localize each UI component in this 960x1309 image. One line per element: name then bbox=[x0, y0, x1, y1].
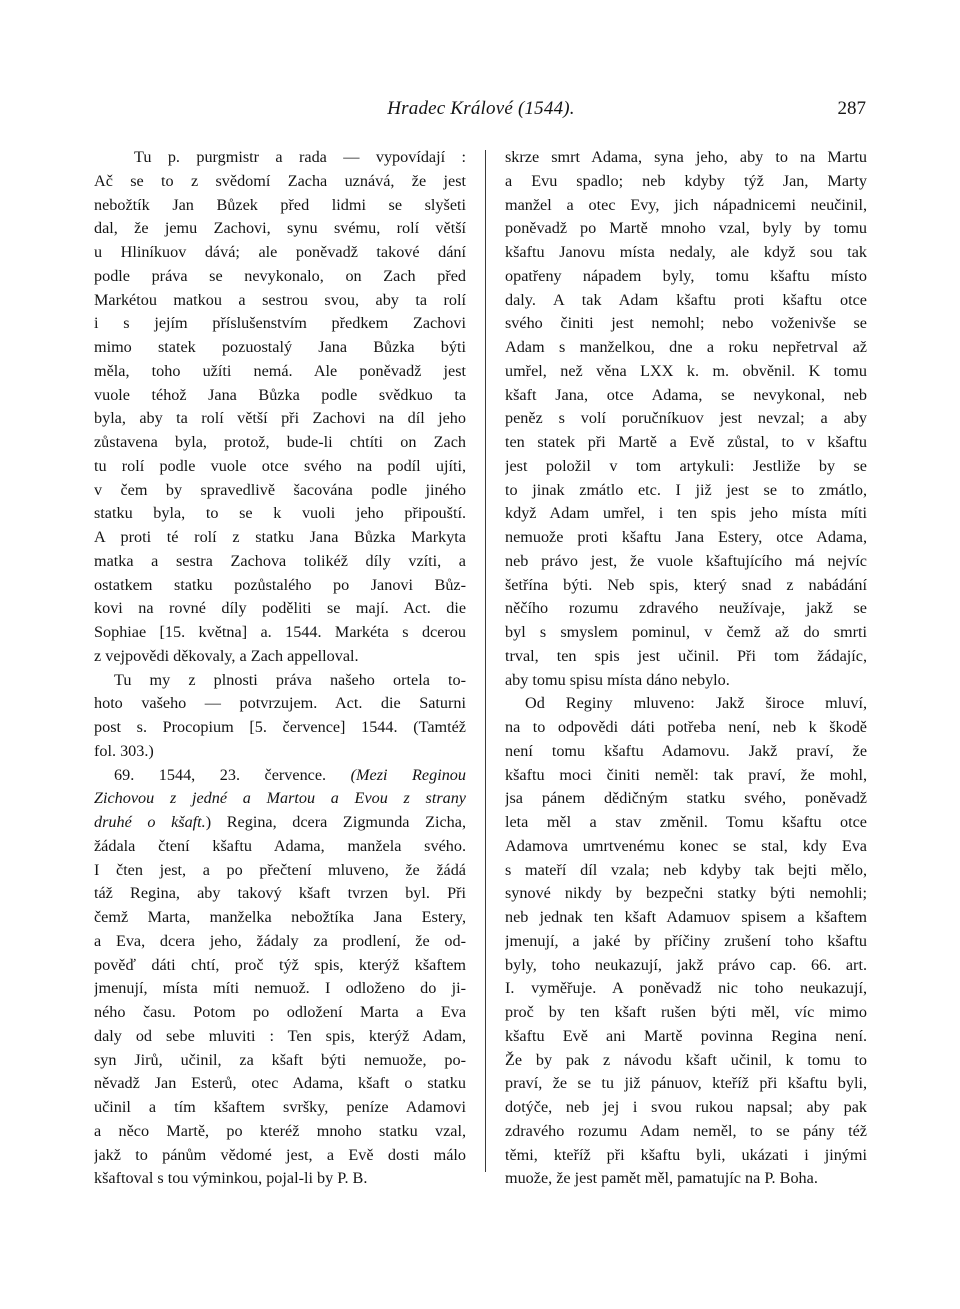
text-line: těmi, kteříž při kšaftu byli, ukázati i jinými bbox=[505, 1145, 867, 1164]
text-line: syn Jirů, učinil, za kšaft býti nemuože, po- bbox=[94, 1050, 466, 1069]
text-line: ostatkem statku pozůstalého po Janovi Bůz- bbox=[94, 575, 466, 594]
text-line: poněvadž po Martě mnoho vzal, byly by tomu bbox=[505, 219, 867, 238]
text-line: I. vyměřuje. A poněvadž nic toho neukazují, bbox=[505, 979, 867, 998]
text-line: ten statek při Martě a Evě zůstal, to v kšaftu bbox=[505, 433, 867, 451]
text-line: něvadž Jan Esterů, otec Adama, kšaft o statku bbox=[94, 1074, 466, 1093]
text-line: proč by ten kšaft rušen býti měl, víc mimo bbox=[505, 1003, 867, 1021]
text-line: na to odpovědi dáti potřeba není, neb k škodě bbox=[505, 718, 867, 736]
text-line: opatřeny nápadem byly, tomu kšaftu místo bbox=[505, 266, 867, 285]
running-head bbox=[92, 98, 870, 126]
text-line: podle práva se nevykonalo, on Zach před bbox=[94, 266, 466, 285]
text-line: a něco Martě, po kteréž mnoho statku vzal, bbox=[94, 1121, 466, 1140]
text-line: čemž Marta, manželka nebožtíka Jana Estery, bbox=[94, 908, 466, 926]
text-line: mimo statek pozuostalý Jana Bůzka býti bbox=[94, 338, 466, 356]
text-line: zůstavena byla, protož, bude-li chtíti on Zach bbox=[94, 433, 466, 451]
text-line: kovi na rovné díly poděliti se mají. Act. die bbox=[94, 599, 466, 618]
italic-text: druhé o kšaft. bbox=[94, 813, 206, 831]
text-line: a Evu spadlo; neb kdyby týž Jan, Marty bbox=[505, 171, 867, 190]
text-line: aby tomu spisu místa dáno nebylo. bbox=[505, 670, 730, 689]
text-line: post s. Procopium [5. července] 1544. (Tamtéž bbox=[94, 718, 466, 736]
text-line: Ač se to z svědomí Zacha uznává, že jest bbox=[94, 171, 466, 190]
text-line: Že by pak z návodu kšaft učinil, k tomu to bbox=[505, 1050, 867, 1069]
text-line: daly od sebe mluviti : Ten spis, kterýž Adam, bbox=[94, 1026, 466, 1045]
text-line: hoto vašeho — potvrzujem. Act. die Saturni bbox=[94, 694, 466, 713]
text-line: žádala čtení kšaftu Adama, manžela svého. bbox=[94, 836, 466, 855]
italic-text: (Mezi Reginou bbox=[350, 765, 466, 784]
text-line: nebožtík Jan Bůzek před lidmi se slyšeti bbox=[94, 195, 466, 214]
text-line: skrze smrt Adama, syna jeho, aby to na Martu bbox=[505, 148, 867, 166]
text-line: trval, ten spis jest učinil. Při tom žádajíc, bbox=[505, 646, 867, 665]
text-line: šetřína býti. Neb spis, který snad z nabádání bbox=[505, 575, 867, 594]
text-line: když Adam umřel, i ten spis jeho místa míti bbox=[505, 504, 867, 523]
text-line: a Eva, dcera jeho, žádaly za prodlení, že od- bbox=[94, 931, 466, 950]
text-line: manžel a otec Evy, jich nápadnicemi neučinil, bbox=[505, 195, 867, 214]
text-line: kšaftu Janovu místa nedaly, ale když sou tak bbox=[505, 243, 867, 261]
text-line: něčího rozumu zdravého neužívaje, jakž se bbox=[505, 599, 867, 618]
text-line: v čem by spravedlivě šacována podle jiného bbox=[94, 480, 466, 499]
text-line: peněz s volí poručníkuov jest nevzal; a aby bbox=[505, 409, 867, 428]
text-line: Adamova umrtvenému konec se stal, kdy Eva bbox=[505, 836, 867, 855]
text-line: A proti té rolí z statku Jana Bůzka Markyta bbox=[94, 528, 466, 546]
text-line: I čten jest, a po přečtení mluveno, že žádá bbox=[94, 860, 466, 879]
right-column bbox=[505, 146, 867, 1196]
text-line: umřel, než věna LXX k. m. obvěnil. K tomu bbox=[505, 361, 867, 380]
text-line: Markétou matkou a sestrou svou, aby ta rolí bbox=[94, 290, 466, 309]
text-line: kšaftu Evě ani Martě povinna Regina není. bbox=[505, 1026, 867, 1045]
text-line: kšaftoval s tou výminkou, pojal-li by P. B. bbox=[94, 1169, 368, 1188]
text-line: matka a sestra Zachova tolikéž díly vzíti, a bbox=[94, 551, 466, 570]
text-line: jmenují, a jaké by příčiny zrušení toho kšaftu bbox=[505, 931, 867, 950]
text-line: jest položil v tom artykuli: Jestliže by se bbox=[505, 456, 867, 475]
text-line: dotýče, neb jej i svou rukou napsal; aby pak bbox=[505, 1098, 867, 1116]
text-line: měla, toho užíti nemá. Ale poněvadž jest bbox=[94, 361, 466, 380]
text-line: fol. 303.) bbox=[94, 741, 154, 760]
text-line: byly, toho neukazují, jakž právo cap. 66. art. bbox=[505, 955, 867, 974]
page-number: 287 bbox=[837, 98, 866, 119]
text-line: není tomu kšaftu Adamovu. Jakž praví, že bbox=[505, 741, 867, 760]
text-line: pověď dáti chtí, proč týž spis, kterýž kšaftem bbox=[94, 955, 466, 974]
column-divider bbox=[485, 150, 486, 1172]
text-line: Adam s manželkou, dne a roku nepřetrval až bbox=[505, 338, 867, 356]
text-line: u Hliníkuov dává; ale poněvadž takové dání bbox=[94, 243, 466, 261]
text-line: Tu p. purgmistr a rada — vypovídají : bbox=[134, 148, 466, 166]
text-line: s mateří díl vzala; neb kdyby tak bejti mělo, bbox=[505, 860, 867, 879]
text-line: i s jejím příslušenstvím předkem Zachovi bbox=[94, 314, 466, 333]
text-line: byla, aby ta rolí větší při Zachovi na díl jeho bbox=[94, 409, 466, 428]
text-line: muože, že jest pamět měl, pamatujíc na P. Boha. bbox=[505, 1169, 818, 1188]
text-line: to jinak zmátlo etc. I již jest se to zmátlo, bbox=[505, 480, 867, 499]
text-line: svého činiti jest nemohl; nebo voženivše se bbox=[505, 314, 867, 333]
text-line: jsa pánem dědičným statku svého, poněvadž bbox=[505, 789, 867, 808]
text-line: vuole téhož Jana Bůzka podle svědkuo ta bbox=[94, 385, 466, 404]
text-line: táž Regina, aby takový kšaft tvrzen byl. Při bbox=[94, 884, 466, 903]
text-line: zdravého rozumu Adam neměl, to se pány též bbox=[505, 1121, 867, 1140]
text-line: Zichovou z jedné a Martou a Evou z strany bbox=[94, 789, 466, 808]
text-line: neb právo jest, že vuole kšaftujícího má nejvíc bbox=[505, 551, 867, 570]
text-line: Tu my z plnosti práva našeho ortela to- bbox=[114, 670, 466, 689]
text-line: jakž to pánům vědomé jest, a Evě dosti málo bbox=[94, 1145, 466, 1164]
text-line: druhé o kšaft.) Regina, dcera Zigmunda Zicha, bbox=[94, 813, 466, 831]
text-line: neb jednak ten kšaft Adamuov spisem a kšaftem bbox=[505, 908, 867, 926]
text-line: statku byla, to se k vuoli jeho připouští. bbox=[94, 504, 466, 523]
text-line: dal, že jemu Zachovi, synu svému, rolí větší bbox=[94, 219, 466, 238]
text-line: učinil a tím kšaftem svršky, peníze Adamovi bbox=[94, 1098, 466, 1116]
text-line: jmenují, místa míti nemuož. I odloženo do ji- bbox=[94, 979, 466, 998]
text-line: byl s smyslem pominul, v čemž až do smrti bbox=[505, 623, 867, 641]
text-line: kšaftu moci činiti neměl: tak praví, že mohl, bbox=[505, 765, 867, 784]
text-line: praví, že se tu již pánuov, kteříž při kšaftu byli, bbox=[505, 1074, 867, 1093]
running-title: Hradec Králové (1544). bbox=[387, 98, 575, 119]
text-line: synové nikdy by bezpečni statky býti nemohli; bbox=[505, 884, 867, 903]
text-line: ného času. Potom po odložení Marta a Eva bbox=[94, 1003, 466, 1021]
text-line: nemuože proti kšaftu Jana Estery, otce Adama, bbox=[505, 528, 867, 546]
text-line: 69. 1544, 23. července. (Mezi Reginou bbox=[114, 765, 466, 784]
text-line: leta měl a stav změnil. Tomu kšaftu otce bbox=[505, 813, 867, 831]
text-line: z vejpovědi děkovaly, a Zach appelloval. bbox=[94, 646, 359, 665]
left-column bbox=[94, 146, 466, 1196]
text-line: tu rolí podle vuole otce svého na podíl ujíti, bbox=[94, 456, 466, 475]
text-line: Od Reginy mluveno: Jakž široce mluví, bbox=[525, 694, 867, 713]
text-line: daly. A tak Adam kšaftu proti kšaftu otce bbox=[505, 290, 867, 309]
text-line: kšaft Jana, otce Adama, se nevykonal, neb bbox=[505, 385, 867, 404]
text-line: Sophiae [15. května] a. 1544. Markéta s dcerou bbox=[94, 623, 466, 641]
